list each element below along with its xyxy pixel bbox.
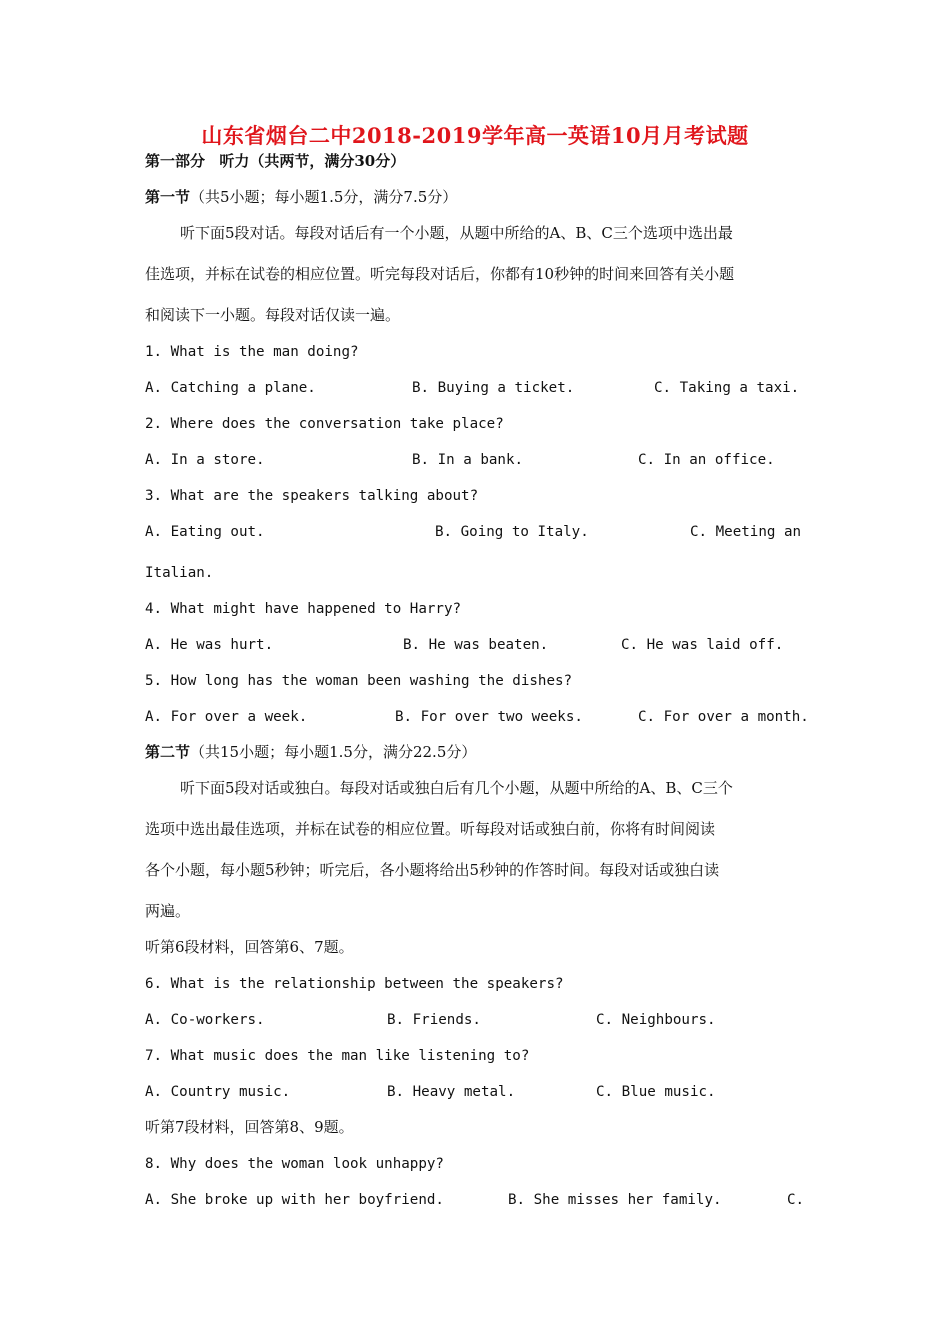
q6-option-c: C. Neighbours. (596, 1012, 716, 1028)
section2-instructions-line-4: 两遍。 (145, 902, 191, 920)
section2-instructions-line-1: 听下面5段对话或独白。每段对话或独白后有几个小题，从题中所给的A、B、C三个 (180, 779, 733, 797)
q5-option-b: B. For over two weeks. (395, 709, 583, 725)
q8-option-b: B. She misses her family. (508, 1192, 722, 1208)
q3-option-b: B. Going to Italy. (435, 524, 589, 540)
section2-instructions-line-2: 选项中选出最佳选项，并标在试卷的相应位置。听每段对话或独白前，你将有时间阅读 (145, 820, 716, 838)
question-1: 1. What is the man doing? (145, 344, 359, 360)
section2-label: 第二节 (145, 743, 191, 761)
section1-label: 第一节 (145, 188, 191, 206)
q4-option-a: A. He was hurt. (145, 637, 274, 653)
section1-instructions-line-3: 和阅读下一小题。每段对话仅读一遍。 (145, 306, 401, 324)
q3-option-c-continued: Italian. (145, 565, 214, 581)
material-6-heading: 听第6段材料，回答第6、7题。 (145, 938, 354, 956)
question-4: 4. What might have happened to Harry? (145, 601, 462, 617)
section2-instructions-line-3: 各个小题，每小题5秒钟；听完后，各小题将给出5秒钟的作答时间。每段对话或独白读 (145, 861, 720, 879)
part1-label-rest: 听力（共两节，满分30分） (219, 152, 406, 170)
q3-option-a: A. Eating out. (145, 524, 265, 540)
q4-option-b: B. He was beaten. (403, 637, 549, 653)
part1-label: 第一部分 (145, 152, 206, 170)
q4-option-c: C. He was laid off. (621, 637, 784, 653)
q2-option-a: A. In a store. (145, 452, 265, 468)
section1-instructions-line-2: 佳选项，并标在试卷的相应位置。听完每段对话后，你都有10秒钟的时间来回答有关小题 (145, 265, 735, 283)
q8-option-c: C. (787, 1192, 805, 1208)
q1-option-a: A. Catching a plane. (145, 380, 316, 396)
part1-heading (145, 150, 405, 172)
q3-option-c: C. Meeting an (690, 524, 802, 540)
q2-option-b: B. In a bank. (412, 452, 524, 468)
section2-label-rest: （共15小题；每小题1.5分，满分22.5分） (190, 743, 477, 761)
material-7-heading: 听第7段材料，回答第8、9题。 (145, 1118, 354, 1136)
q6-option-a: A. Co-workers. (145, 1012, 265, 1028)
exam-title: 山东省烟台二中2018-2019学年高一英语10月月考试题 (201, 123, 749, 148)
question-3: 3. What are the speakers talking about? (145, 488, 479, 504)
section1-label-rest: （共5小题；每小题1.5分，满分7.5分） (190, 188, 458, 206)
q1-option-b: B. Buying a ticket. (412, 380, 575, 396)
q5-option-a: A. For over a week. (145, 709, 308, 725)
section1-heading (145, 186, 457, 208)
question-7: 7. What music does the man like listening to? (145, 1048, 530, 1064)
question-2: 2. Where does the conversation take place? (145, 416, 504, 432)
q7-option-a: A. Country music. (145, 1084, 291, 1100)
section2-heading (145, 741, 476, 763)
q8-option-a: A. She broke up with her boyfriend. (145, 1192, 444, 1208)
q1-option-c: C. Taking a taxi. (654, 380, 800, 396)
question-6: 6. What is the relationship between the speakers? (145, 976, 564, 992)
q6-option-b: B. Friends. (387, 1012, 481, 1028)
q7-option-c: C. Blue music. (596, 1084, 716, 1100)
question-8: 8. Why does the woman look unhappy? (145, 1156, 444, 1172)
question-5: 5. How long has the woman been washing the dishes? (145, 673, 573, 689)
q2-option-c: C. In an office. (638, 452, 775, 468)
q5-option-c: C. For over a month. (638, 709, 809, 725)
q7-option-b: B. Heavy metal. (387, 1084, 516, 1100)
section1-instructions-line-1: 听下面5段对话。每段对话后有一个小题，从题中所给的A、B、C三个选项中选出最 (180, 224, 733, 242)
